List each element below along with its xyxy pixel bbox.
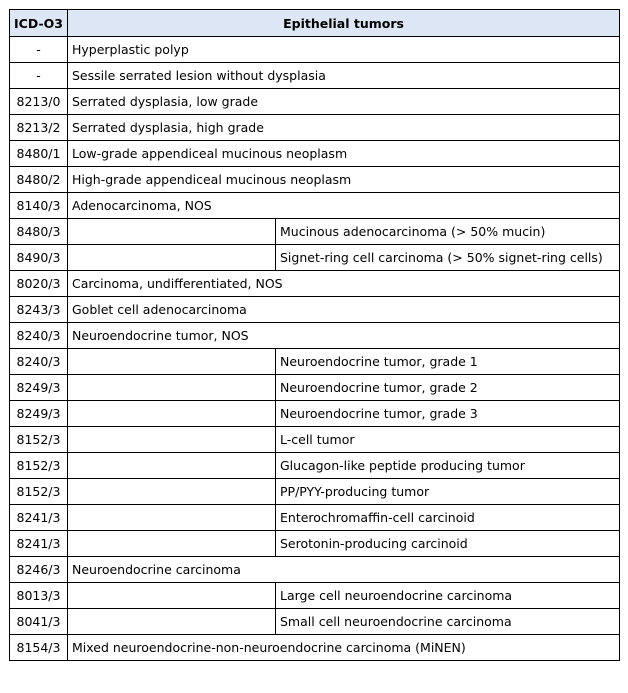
tumor-name-cell: Sessile serrated lesion without dysplasia [68, 63, 620, 89]
icd-code-cell: 8241/3 [10, 505, 68, 531]
icd-code-cell: 8241/3 [10, 531, 68, 557]
icd-code-cell: 8240/3 [10, 323, 68, 349]
icd-code-cell: 8152/3 [10, 427, 68, 453]
indent-cell [68, 349, 276, 375]
tumor-name-cell: High-grade appendiceal mucinous neoplasm [68, 167, 620, 193]
header-epithelial-tumors: Epithelial tumors [68, 10, 620, 37]
indent-cell [68, 505, 276, 531]
table-row [10, 557, 620, 583]
icd-code-cell: - [10, 37, 68, 63]
tumor-name-cell: Goblet cell adenocarcinoma [68, 297, 620, 323]
table-row [10, 505, 620, 531]
icd-code-cell: 8246/3 [10, 557, 68, 583]
header-row [10, 10, 620, 37]
icd-code-cell: 8154/3 [10, 635, 68, 661]
table-row [10, 167, 620, 193]
indent-cell [68, 609, 276, 635]
table-row [10, 479, 620, 505]
tumor-name-cell: Serrated dysplasia, low grade [68, 89, 620, 115]
tumor-name-cell: Adenocarcinoma, NOS [68, 193, 620, 219]
subtype-name-cell: L-cell tumor [276, 427, 620, 453]
table-row [10, 141, 620, 167]
indent-cell [68, 427, 276, 453]
icd-code-cell: 8490/3 [10, 245, 68, 271]
table-row [10, 115, 620, 141]
table-row [10, 63, 620, 89]
icd-code-cell: 8480/3 [10, 219, 68, 245]
table-row [10, 271, 620, 297]
table-row [10, 453, 620, 479]
icd-code-cell: 8213/0 [10, 89, 68, 115]
icd-code-cell: 8249/3 [10, 375, 68, 401]
icd-code-cell: 8152/3 [10, 453, 68, 479]
icd-code-cell: 8480/1 [10, 141, 68, 167]
icd-code-cell: 8152/3 [10, 479, 68, 505]
table-row [10, 531, 620, 557]
icd-code-cell: 8140/3 [10, 193, 68, 219]
tumor-name-cell: Carcinoma, undifferentiated, NOS [68, 271, 620, 297]
icd-code-cell: 8240/3 [10, 349, 68, 375]
subtype-name-cell: Neuroendocrine tumor, grade 1 [276, 349, 620, 375]
indent-cell [68, 479, 276, 505]
indent-cell [68, 531, 276, 557]
header-icd-o3: ICD-O3 [10, 10, 68, 37]
icd-code-cell: 8213/2 [10, 115, 68, 141]
indent-cell [68, 583, 276, 609]
tumor-name-cell: Neuroendocrine tumor, NOS [68, 323, 620, 349]
subtype-name-cell: Small cell neuroendocrine carcinoma [276, 609, 620, 635]
tumor-name-cell: Hyperplastic polyp [68, 37, 620, 63]
icd-code-cell: 8020/3 [10, 271, 68, 297]
epithelial-tumors-table [9, 9, 620, 661]
table-row [10, 349, 620, 375]
tumor-name-cell: Serrated dysplasia, high grade [68, 115, 620, 141]
indent-cell [68, 245, 276, 271]
table-row [10, 427, 620, 453]
table-row [10, 193, 620, 219]
subtype-name-cell: Large cell neuroendocrine carcinoma [276, 583, 620, 609]
table-row [10, 297, 620, 323]
icd-code-cell: 8480/2 [10, 167, 68, 193]
table-row [10, 37, 620, 63]
indent-cell [68, 375, 276, 401]
table-row [10, 89, 620, 115]
icd-code-cell: 8041/3 [10, 609, 68, 635]
table-row [10, 401, 620, 427]
icd-code-cell: 8243/3 [10, 297, 68, 323]
subtype-name-cell: Neuroendocrine tumor, grade 3 [276, 401, 620, 427]
table-row [10, 583, 620, 609]
table-row [10, 375, 620, 401]
tumor-name-cell: Neuroendocrine carcinoma [68, 557, 620, 583]
subtype-name-cell: Serotonin-producing carcinoid [276, 531, 620, 557]
subtype-name-cell: PP/PYY-producing tumor [276, 479, 620, 505]
indent-cell [68, 219, 276, 245]
tumor-name-cell: Low-grade appendiceal mucinous neoplasm [68, 141, 620, 167]
icd-code-cell: 8013/3 [10, 583, 68, 609]
subtype-name-cell: Neuroendocrine tumor, grade 2 [276, 375, 620, 401]
icd-code-cell: 8249/3 [10, 401, 68, 427]
subtype-name-cell: Enterochromaffin-cell carcinoid [276, 505, 620, 531]
table-row [10, 219, 620, 245]
subtype-name-cell: Signet-ring cell carcinoma (> 50% signet-ring cells) [276, 245, 620, 271]
indent-cell [68, 453, 276, 479]
icd-code-cell: - [10, 63, 68, 89]
table-container [9, 9, 620, 661]
table-row [10, 635, 620, 661]
subtype-name-cell: Glucagon-like peptide producing tumor [276, 453, 620, 479]
subtype-name-cell: Mucinous adenocarcinoma (> 50% mucin) [276, 219, 620, 245]
table-row [10, 609, 620, 635]
indent-cell [68, 401, 276, 427]
table-row [10, 323, 620, 349]
table-row [10, 245, 620, 271]
tumor-name-cell: Mixed neuroendocrine-non-neuroendocrine carcinoma (MiNEN) [68, 635, 620, 661]
table-body [10, 37, 620, 661]
